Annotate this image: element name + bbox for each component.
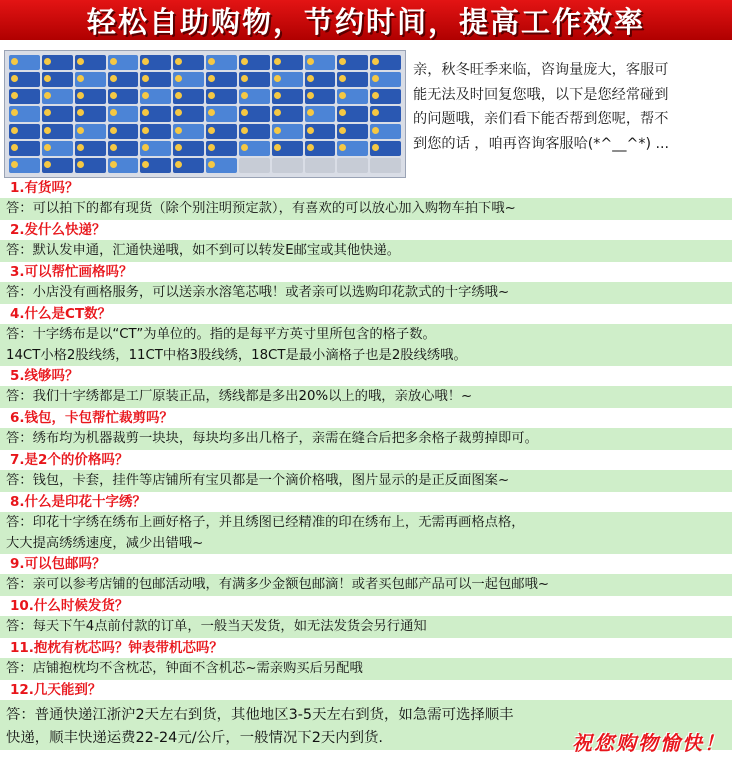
faq-question: 8.什么是印花十字绣？ <box>0 492 732 512</box>
faq-question: 11.抱枕有枕芯吗？钟表带机芯吗？ <box>0 638 732 658</box>
faq-question: 7.是2个的价格吗？ <box>0 450 732 470</box>
intro-line: 到您的话 ，咱再咨询客服哈(*^__^*) ... <box>413 135 670 152</box>
faq-answer: 答：默认发申通，汇通快递哦，如不到可以转发E邮宝或其他快递。 <box>0 240 732 262</box>
faq-question: 3.可以帮忙画格吗？ <box>0 262 732 282</box>
header-banner <box>0 0 732 40</box>
emoticon-cell <box>272 89 303 104</box>
faq-question: 12.几天能到？ <box>0 680 732 700</box>
faq-question: 5.线够吗？ <box>0 366 732 386</box>
faq-answer-line: 答：普通快递江浙沪2天左右到货，其他地区3-5天左右到货，如急需可选择顺丰 <box>6 707 514 723</box>
faq-question: 1.有货吗？ <box>0 178 732 198</box>
emoticon-cell <box>337 72 368 87</box>
emoticon-cell <box>173 124 204 139</box>
emoticon-cell <box>75 158 106 173</box>
intro-section <box>0 40 732 178</box>
emoticon-cell <box>206 106 237 121</box>
faq-question: 4.什么是CT数？ <box>0 304 732 324</box>
emoticon-cell <box>337 89 368 104</box>
emoticon-cell <box>42 141 73 156</box>
emoticon-cell <box>370 141 401 156</box>
emoticon-cell <box>239 124 270 139</box>
emoticon-cell <box>337 158 368 173</box>
emoticon-cell <box>370 158 401 173</box>
intro-text <box>413 58 725 156</box>
emoticon-cell <box>239 55 270 70</box>
emoticon-cell <box>9 124 40 139</box>
emoticon-cell <box>9 55 40 70</box>
emoticon-cell <box>305 141 336 156</box>
faq-answer: 答：绣布均为机器裁剪一块块，每块均多出几格子，亲需在缝合后把多余格子裁剪掉即可。 <box>0 428 732 450</box>
faq-list <box>0 178 732 750</box>
emoticon-cell <box>42 124 73 139</box>
emoticon-cell <box>272 158 303 173</box>
faq-answer-line: 答：印花十字绣在绣布上画好格子，并且绣图已经精准的印在绣布上，无需再画格点格， <box>6 515 525 530</box>
emoticon-cell <box>108 141 139 156</box>
emoticon-cell <box>272 106 303 121</box>
emoticon-cell <box>370 72 401 87</box>
chat-emoticon-screenshot <box>4 50 406 178</box>
emoticon-cell <box>370 89 401 104</box>
emoticon-cell <box>206 141 237 156</box>
emoticon-cell <box>337 106 368 121</box>
faq-answer <box>0 324 732 366</box>
emoticon-cell <box>75 124 106 139</box>
faq-answer: 答：钱包，卡套，挂件等店铺所有宝贝都是一个滴价格哦，图片显示的是正反面图案~ <box>0 470 732 492</box>
emoticon-cell <box>42 106 73 121</box>
emoticon-cell <box>206 124 237 139</box>
emoticon-cell <box>75 106 106 121</box>
emoticon-cell <box>108 106 139 121</box>
emoticon-cell <box>272 124 303 139</box>
emoticon-cell <box>305 158 336 173</box>
emoticon-cell <box>272 72 303 87</box>
emoticon-cell <box>305 106 336 121</box>
emoticon-cell <box>108 55 139 70</box>
slogan: 祝您购物愉快！ <box>572 731 726 755</box>
faq-answer: 答：亲可以参考店铺的包邮活动哦，有满多少金额包邮滴！或者买包邮产品可以一起包邮哦~ <box>0 574 732 596</box>
emoticon-cell <box>140 106 171 121</box>
emoticon-cell <box>108 158 139 173</box>
emoticon-cell <box>140 72 171 87</box>
emoticon-cell <box>42 158 73 173</box>
emoticon-cell <box>173 72 204 87</box>
emoticon-cell <box>108 89 139 104</box>
emoticon-cell <box>337 141 368 156</box>
emoticon-cell <box>9 72 40 87</box>
emoticon-cell <box>272 141 303 156</box>
faq-answer: 答：小店没有画格服务，可以送亲水溶笔芯哦！或者亲可以选购印花款式的十字绣哦~ <box>0 282 732 304</box>
emoticon-grid <box>9 55 401 173</box>
emoticon-cell <box>239 89 270 104</box>
emoticon-cell <box>9 106 40 121</box>
emoticon-cell <box>140 141 171 156</box>
emoticon-cell <box>239 106 270 121</box>
emoticon-cell <box>370 124 401 139</box>
emoticon-cell <box>305 89 336 104</box>
emoticon-cell <box>206 158 237 173</box>
emoticon-cell <box>305 124 336 139</box>
emoticon-cell <box>140 89 171 104</box>
emoticon-cell <box>370 55 401 70</box>
emoticon-cell <box>239 141 270 156</box>
emoticon-cell <box>140 124 171 139</box>
emoticon-cell <box>140 55 171 70</box>
emoticon-cell <box>9 158 40 173</box>
faq-answer <box>0 512 732 554</box>
emoticon-cell <box>206 72 237 87</box>
emoticon-cell <box>75 72 106 87</box>
emoticon-cell <box>9 141 40 156</box>
banner-title: 轻松自助购物，节约时间，提高工作效率 <box>86 4 645 39</box>
emoticon-cell <box>42 89 73 104</box>
faq-question: 2.发什么快递？ <box>0 220 732 240</box>
emoticon-cell <box>9 89 40 104</box>
emoticon-cell <box>305 55 336 70</box>
emoticon-cell <box>370 106 401 121</box>
emoticon-cell <box>108 124 139 139</box>
faq-answer: 答：店铺抱枕均不含枕芯，钟面不含机芯~需亲购买后另配哦 <box>0 658 732 680</box>
emoticon-cell <box>75 55 106 70</box>
emoticon-cell <box>206 89 237 104</box>
emoticon-cell <box>239 158 270 173</box>
emoticon-cell <box>173 89 204 104</box>
emoticon-cell <box>108 72 139 87</box>
emoticon-cell <box>42 55 73 70</box>
emoticon-cell <box>173 106 204 121</box>
faq-question: 6.钱包，卡包帮忙裁剪吗？ <box>0 408 732 428</box>
intro-line: 亲，秋冬旺季来临，咨询量庞大，客服可 <box>413 62 669 78</box>
emoticon-cell <box>140 158 171 173</box>
emoticon-cell <box>337 55 368 70</box>
faq-answer-line: 快递，顺丰快递运费22-24元/公斤，一般情况下2天内到货. <box>6 730 383 746</box>
emoticon-cell <box>305 72 336 87</box>
faq-answer-line: 14CT小格2股线绣，11CT中格3股线绣，18CT是最小滴格子也是2股线绣哦。 <box>6 348 467 363</box>
intro-line: 的问题哦，亲们看下能否帮到您呢，帮不 <box>413 111 669 127</box>
emoticon-cell <box>173 158 204 173</box>
faq-answer-line: 答：十字绣布是以“CT”为单位的。指的是每平方英寸里所包含的格子数。 <box>6 327 436 342</box>
emoticon-cell <box>42 72 73 87</box>
faq-answer: 答：我们十字绣都是工厂原装正品，绣线都是多出20%以上的哦，亲放心哦！~ <box>0 386 732 408</box>
faq-answer-line: 大大提高绣绣速度，减少出错哦~ <box>6 536 204 551</box>
emoticon-cell <box>272 55 303 70</box>
faq-question: 10.什么时候发货？ <box>0 596 732 616</box>
emoticon-cell <box>75 141 106 156</box>
emoticon-cell <box>75 89 106 104</box>
emoticon-cell <box>173 55 204 70</box>
emoticon-cell <box>173 141 204 156</box>
faq-question: 9.可以包邮吗？ <box>0 554 732 574</box>
intro-line: 能无法及时回复您哦，以下是您经常碰到 <box>413 86 669 103</box>
emoticon-cell <box>206 55 237 70</box>
emoticon-cell <box>337 124 368 139</box>
faq-answer: 答：每天下午4点前付款的订单，一般当天发货，如无法发货会另行通知 <box>0 616 732 638</box>
faq-answer: 答：可以拍下的都有现货（除个别注明预定款），有喜欢的可以放心加入购物车拍下哦~ <box>0 198 732 220</box>
emoticon-cell <box>239 72 270 87</box>
